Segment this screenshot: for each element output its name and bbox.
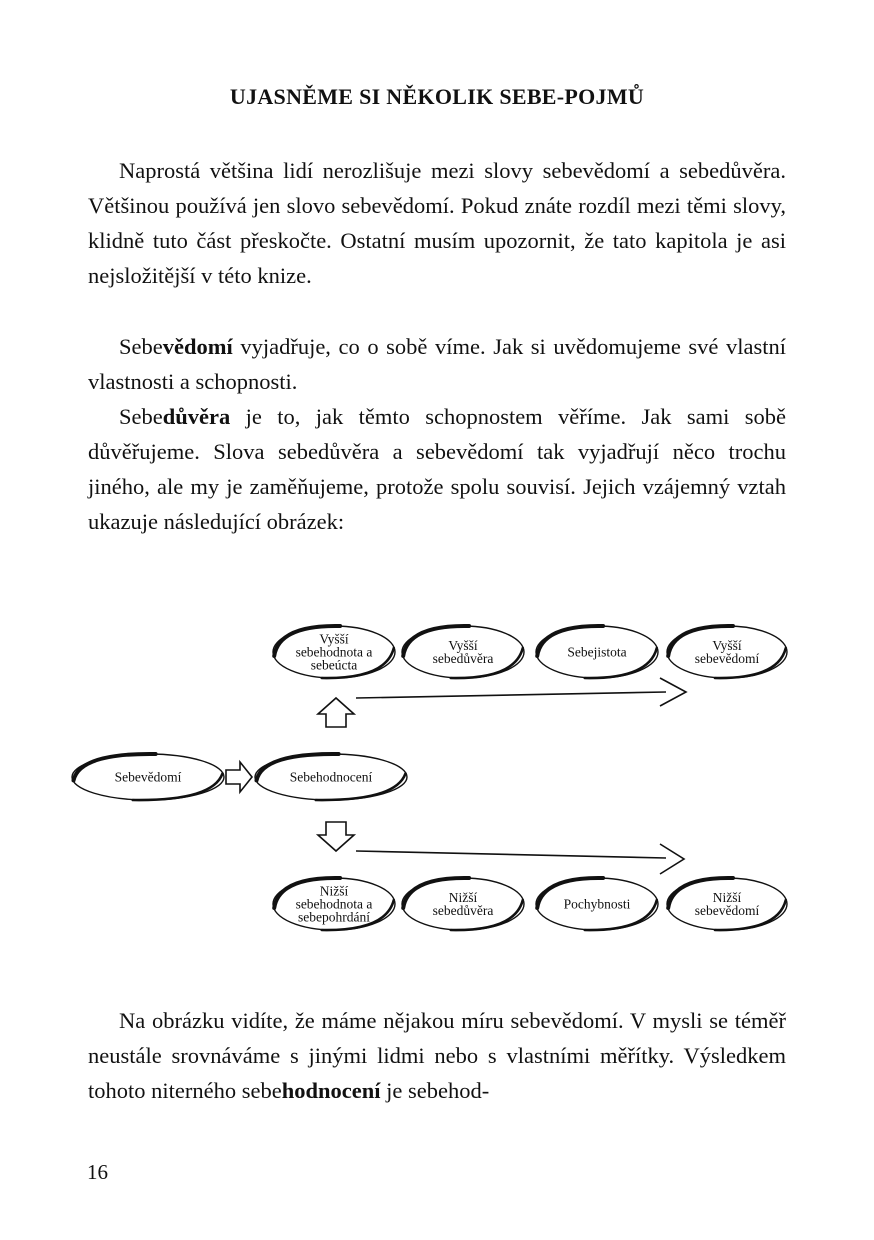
node-label: sebehodnota a: [295, 896, 373, 912]
arrow-down: [318, 822, 354, 851]
node-label: Sebehodnocení: [289, 769, 373, 785]
paragraph-sebeduvera: Sebedůvěra je to, jak těmto schopnostem věříme. Jak sami sobě důvěřujeme. Slova sebedůvěra a sebevědomí tak vyjadřují něco trochu jiného, ale my je zaměňujeme, protože spolu souvisí. Jejich vzájemný vztah ukazuje následující obrázek:: [88, 404, 786, 534]
chapter-heading: UJASNĚME SI NĚKOLIK SEBE-POJMŮ: [229, 84, 645, 109]
node-label: Vyšší: [448, 638, 478, 653]
node-upper-1: [273, 626, 395, 678]
node-label: Pochybnosti: [563, 896, 631, 912]
node-label: Vyšší: [319, 631, 349, 647]
bold-term: hodnocení: [281, 1078, 381, 1103]
concept-diagram: [0, 600, 874, 960]
node-lower-2: [402, 878, 524, 930]
paragraph-intro: Naprostá většina lidí nerozlišuje mezi slovy sebevědomí a sebedůvěra. Většinou používá jen slovo sebevědomí. Pokud znáte rozdíl mezi těmi slovy, klidně tuto část přeskočte. Ostatní musím upozornit, že tato kapitola je asi nejsložitější v této knize.: [88, 158, 786, 288]
arrow-start-to-center: [226, 762, 252, 792]
paragraph-sebevedomi: Sebevědomí vyjadřuje, co o sobě víme. Jak si uvědomujeme své vlastní vlastnosti a schopnosti.: [88, 334, 786, 394]
bold-term: vědomí: [162, 334, 233, 359]
node-start: [72, 754, 224, 800]
node-center: [255, 754, 407, 800]
node-label: Vyšší: [712, 638, 742, 653]
node-lower-4: [667, 878, 787, 930]
node-label: Nižší: [712, 890, 742, 905]
arrow-up: [318, 698, 354, 727]
page-number: 16: [87, 1160, 108, 1184]
node-label: Sebejistota: [567, 644, 627, 660]
node-label: Sebevědomí: [114, 769, 182, 785]
node-lower-3: [536, 878, 658, 930]
long-arrow-upper: [356, 678, 686, 706]
node-label: sebepohrdání: [298, 909, 370, 925]
paragraph-conclusion: Na obrázku vidíte, že máme nějakou míru sebevědomí. V mysli se téměř neustále srovnáváme s jinými lidmi nebo s vlastními měřítky. Výsledkem tohoto niterného sebehodnocení je sebehod-: [88, 1008, 786, 1103]
node-label: sebeúcta: [310, 657, 358, 673]
node-label: Nižší: [448, 890, 478, 905]
node-label: sebedůvěra: [432, 651, 494, 666]
node-upper-4: [667, 626, 787, 678]
node-label: Nižší: [319, 883, 349, 899]
long-arrow-lower: [356, 844, 684, 874]
node-label: sebevědomí: [694, 903, 760, 918]
node-label: sebehodnota a: [295, 644, 373, 660]
node-upper-2: [402, 626, 524, 678]
node-label: sebevědomí: [694, 651, 760, 666]
bold-term: důvěra: [162, 404, 231, 429]
node-lower-1: [273, 878, 395, 930]
node-upper-3: [536, 626, 658, 678]
diagram-nodes: [72, 626, 787, 930]
node-label: sebedůvěra: [432, 903, 494, 918]
